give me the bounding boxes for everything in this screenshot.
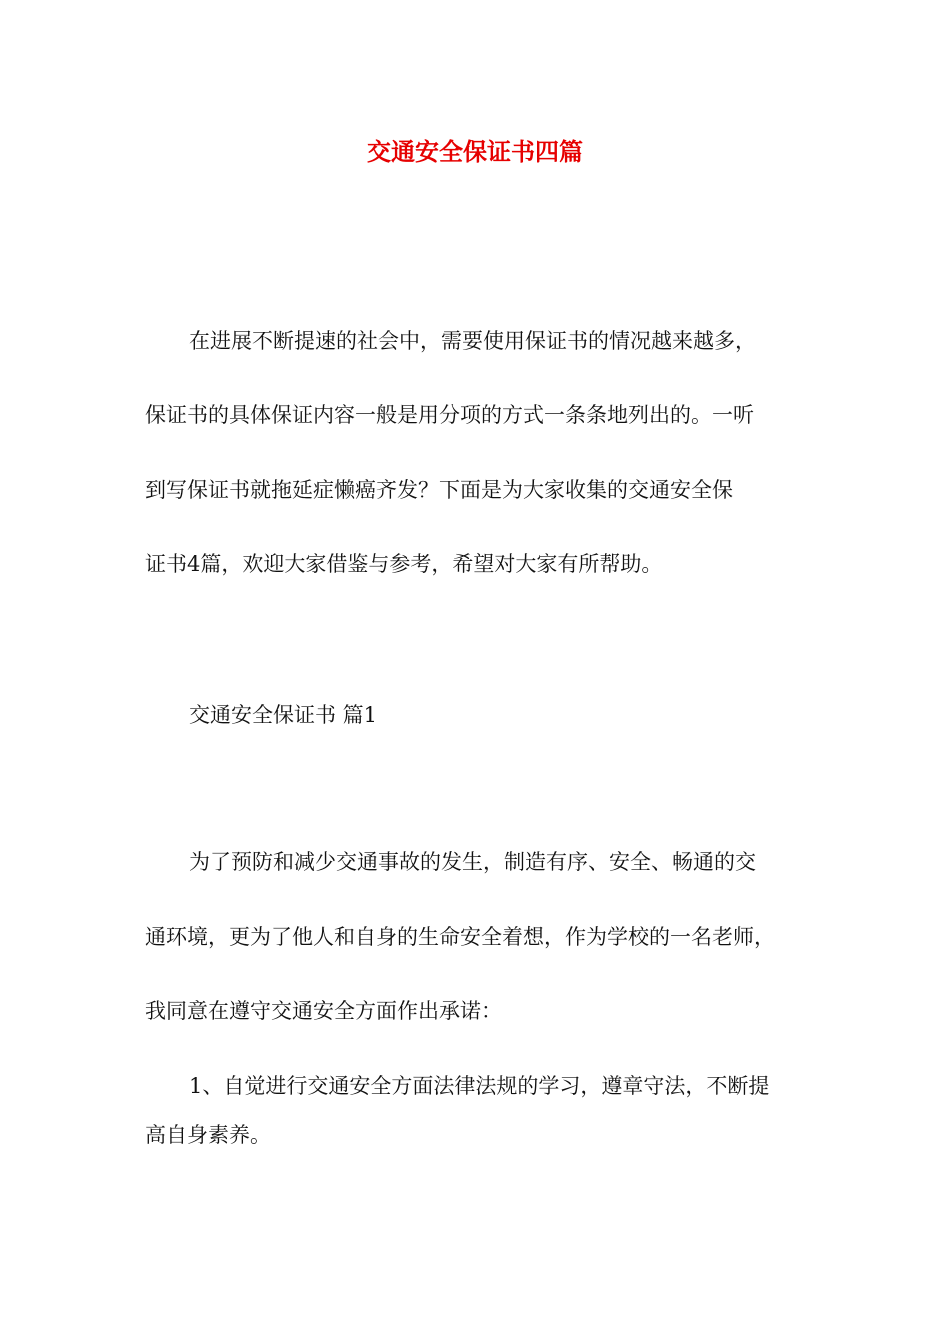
intro-line-3: 到写保证书就拖延症懒癌齐发？下面是为大家收集的交通安全保: [145, 478, 733, 502]
body-line-3: 我同意在遵守交通安全方面作出承诺：: [145, 999, 502, 1023]
intro-line-4: 证书4篇，欢迎大家借鉴与参考，希望对大家有所帮助。: [145, 552, 663, 576]
document-title: 交通安全保证书四篇: [367, 137, 583, 166]
body-line-4: 1、自觉进行交通安全方面法律法规的学习，遵章守法，不断提: [189, 1074, 770, 1098]
intro-line-2: 保证书的具体保证内容一般是用分项的方式一条条地列出的。一听: [145, 403, 754, 427]
body-line-5: 高自身素养。: [145, 1123, 271, 1147]
section-heading: 交通安全保证书 篇1: [189, 703, 378, 727]
intro-line-1: 在进展不断提速的社会中，需要使用保证书的情况越来越多，: [189, 329, 756, 353]
body-line-1: 为了预防和减少交通事故的发生，制造有序、安全、畅通的交: [189, 850, 756, 874]
body-line-2: 通环境，更为了他人和自身的生命安全着想，作为学校的一名老师，: [145, 925, 775, 949]
